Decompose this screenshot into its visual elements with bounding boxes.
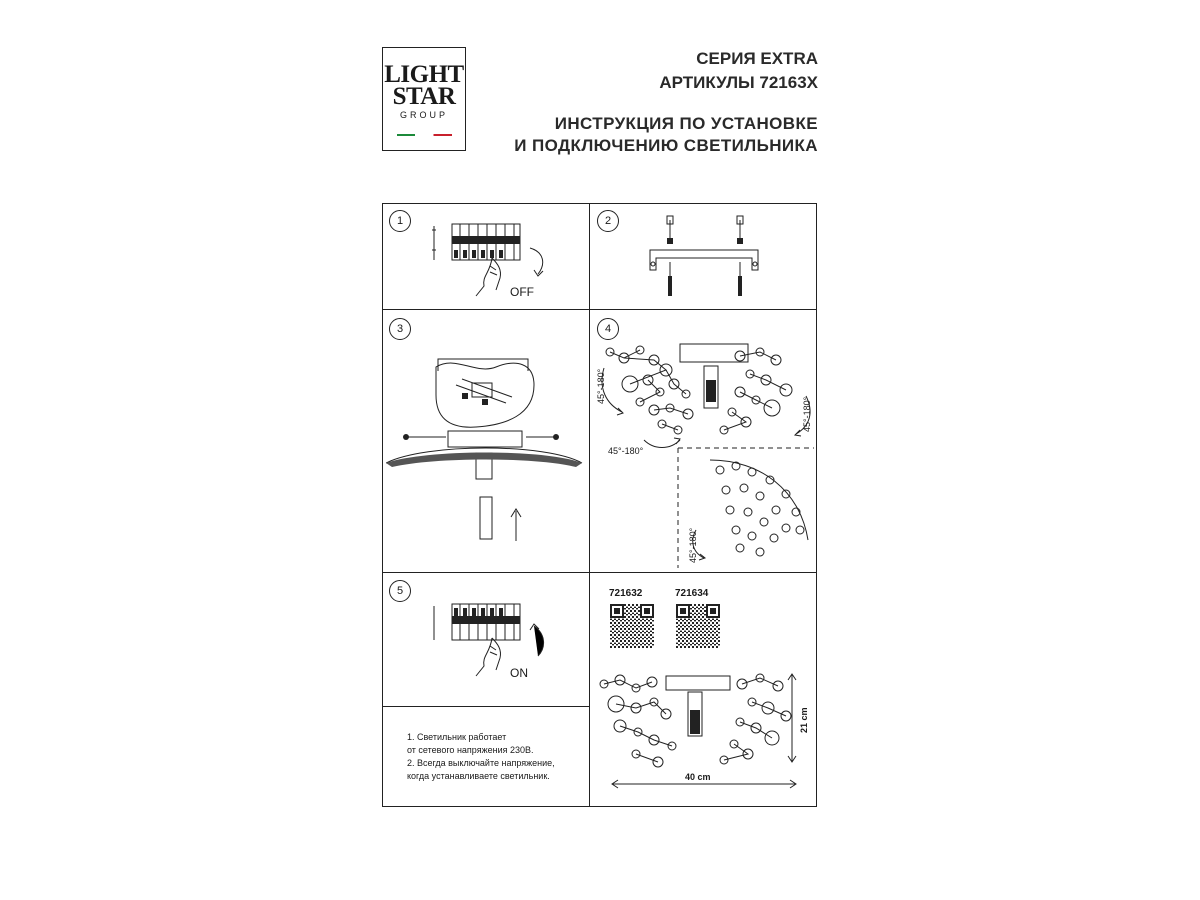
- article-numbers: АРТИКУЛЫ 72163X: [659, 73, 818, 92]
- instruction-title: [514, 113, 818, 157]
- brand-logo: [382, 47, 466, 151]
- breaker-off-illustration: [430, 218, 560, 303]
- series-name: СЕРИЯ EXTRA: [696, 49, 818, 68]
- qr-code-icon[interactable]: [610, 604, 654, 648]
- mounting-bracket-illustration: [640, 212, 768, 304]
- logo-line-2: STAR: [392, 83, 456, 110]
- product-code-2: 721634: [675, 588, 709, 599]
- series-header: [659, 47, 818, 95]
- note-line-4: когда устанавливаете светильник.: [407, 771, 550, 781]
- angle-label-bottom: 45°-180°: [608, 446, 644, 456]
- grid-divider-row-2: [382, 572, 817, 573]
- note-line-3: 2. Всегда выключайте напряжение,: [407, 758, 555, 768]
- grid-divider-row-1: [382, 309, 817, 310]
- grid-divider-notes: [382, 706, 590, 707]
- step-4-number: 4: [597, 318, 619, 340]
- logo-line-1: LIGHT: [384, 61, 464, 88]
- off-label: OFF: [510, 285, 534, 299]
- on-label: ON: [510, 666, 528, 680]
- qr-code-icon[interactable]: [676, 604, 720, 648]
- logo-line-3: GROUP: [399, 110, 448, 120]
- breaker-on-illustration: [430, 598, 560, 683]
- instruction-title-line-2: И ПОДКЛЮЧЕНИЮ СВЕТИЛЬНИКА: [514, 136, 818, 155]
- grid-divider-vertical: [589, 203, 590, 807]
- wiring-installation-illustration: [386, 345, 586, 545]
- instruction-title-line-1: ИНСТРУКЦИЯ ПО УСТАНОВКЕ: [554, 114, 818, 133]
- width-dimension-label: 40 cm: [685, 772, 711, 782]
- step-1-number: 1: [389, 210, 411, 232]
- product-code-1: 721632: [609, 588, 643, 599]
- note-line-2: от сетевого напряжения 230В.: [407, 745, 534, 755]
- italian-flag-stripe: [397, 134, 452, 136]
- angle-label-left: 45°-180°: [596, 368, 606, 404]
- step-5-number: 5: [389, 580, 411, 602]
- step-3-number: 3: [389, 318, 411, 340]
- safety-notes: [407, 731, 555, 783]
- note-line-1: 1. Светильник работает: [407, 732, 507, 742]
- height-dimension-label: 21 cm: [799, 707, 809, 733]
- step-2-number: 2: [597, 210, 619, 232]
- angle-label-right: 45°-180°: [802, 396, 812, 432]
- angle-label-inset: 45°-180°: [688, 527, 698, 563]
